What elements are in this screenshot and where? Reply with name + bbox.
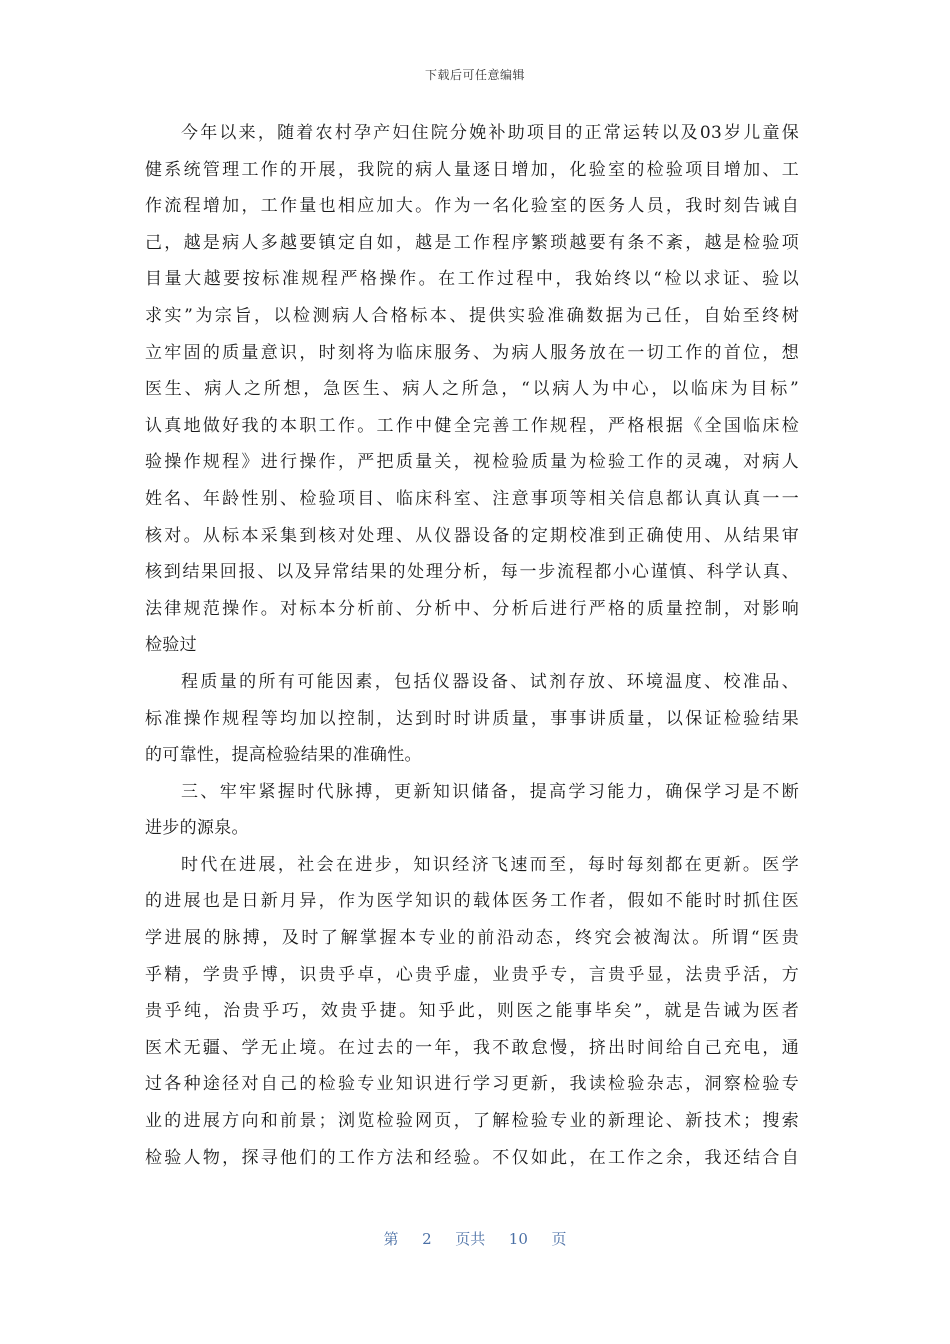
text-line: 法律规范操作。对标本分析前、分析中、分析后进行严格的质量控制，对影响 — [145, 598, 799, 619]
text-line: 姓名、年龄性别、检验项目、临床科室、注意事项等相关信息都认真认真一一 — [145, 488, 799, 509]
text-line: 的可靠性，提高检验结果的准确性。 — [145, 745, 422, 766]
text-line: 贵乎纯，治贵乎巧，效贵乎捷。知乎此，则医之能事毕矣”，就是告诫为医者 — [145, 1001, 799, 1022]
text-line: 时代在进展，社会在进步，知识经济飞速而至，每时每刻都在更新。医学 — [181, 854, 799, 875]
section-heading-paragraph — [145, 774, 799, 847]
paragraph — [145, 115, 799, 664]
text-line: 健系统管理工作的开展，我院的病人量逐日增加，化验室的检验项目增加、工 — [145, 159, 799, 180]
page-total: 10 — [508, 1230, 528, 1248]
text-line: 核到结果回报、以及异常结果的处理分析，每一步流程都小心谨慎、科学认真、 — [145, 562, 799, 583]
page-number: 2 — [422, 1230, 432, 1248]
text-line: 验操作规程》进行操作，严把质量关，视检验质量为检验工作的灵魂，对病人 — [145, 452, 799, 473]
text-line: 乎精，学贵乎博，识贵乎卓，心贵乎虚，业贵乎专，言贵乎显，法贵乎活，方 — [145, 964, 799, 985]
text-line: 今年以来，随着农村孕产妇住院分娩补助项目的正常运转以及03岁儿童保 — [181, 123, 799, 143]
text-line: 过各种途径对自己的检验专业知识进行学习更新，我读检验杂志，洞察检验专 — [145, 1074, 799, 1095]
text-line: 检验过 — [145, 635, 197, 656]
text-line: 作流程增加，工作量也相应加大。作为一名化验室的医务人员，我时刻告诫自 — [145, 196, 799, 217]
text-line: 目量大越要按标准规程严格操作。在工作过程中，我始终以“检以求证、验以 — [145, 269, 799, 290]
paragraph — [145, 664, 799, 774]
text-line: 医生、病人之所想，急医生、病人之所急，“以病人为中心，以临床为目标” — [145, 379, 799, 400]
text-line: 检验人物，探寻他们的工作方法和经验。不仅如此，在工作之余，我还结合自 — [145, 1147, 799, 1168]
text-line: 立牢固的质量意识，时刻将为临床服务、为病人服务放在一切工作的首位，想 — [145, 342, 799, 363]
page-footer-middle: 页共 — [455, 1230, 486, 1248]
text-line: 己，越是病人多越要镇定自如，越是工作程序繁琐越要有条不紊，越是检验项 — [145, 232, 799, 253]
page-footer-suffix: 页 — [551, 1230, 567, 1248]
text-line: 进步的源泉。 — [145, 818, 249, 839]
text-line: 程质量的所有可能因素，包括仪器设备、试剂存放、环境温度、校准品、 — [181, 671, 799, 692]
text-line: 医术无疆、学无止境。在过去的一年，我不敢怠慢，挤出时间给自己充电，通 — [145, 1037, 799, 1058]
page-footer — [0, 1228, 950, 1249]
text-line: 的进展也是日新月异，作为医学知识的载体医务工作者，假如不能时时抓住医 — [145, 891, 799, 912]
text-line: 标准操作规程等均加以控制，达到时时讲质量，事事讲质量，以保证检验结果 — [145, 708, 799, 729]
text-line: 三、牢牢紧握时代脉搏，更新知识储备，提高学习能力，确保学习是不断 — [181, 781, 799, 802]
text-line: 学进展的脉搏，及时了解掌握本专业的前沿动态，终究会被淘汰。所谓“医贵 — [145, 928, 799, 949]
text-line: 核对。从标本采集到核对处理、从仪器设备的定期校准到正确使用、从结果审 — [145, 525, 799, 546]
text-line: 求实”为宗旨，以检测病人合格标本、提供实验准确数据为己任，自始至终树 — [145, 305, 799, 326]
text-line: 认真地做好我的本职工作。工作中健全完善工作规程，严格根据《全国临床检 — [145, 415, 799, 436]
text-line: 业的进展方向和前景；浏览检验网页，了解检验专业的新理论、新技术；搜索 — [145, 1111, 799, 1132]
page-header: 下载后可任意编辑 — [424, 68, 525, 82]
paragraph — [145, 847, 799, 1176]
document-body — [145, 115, 799, 1176]
page-footer-prefix: 第 — [383, 1230, 399, 1248]
